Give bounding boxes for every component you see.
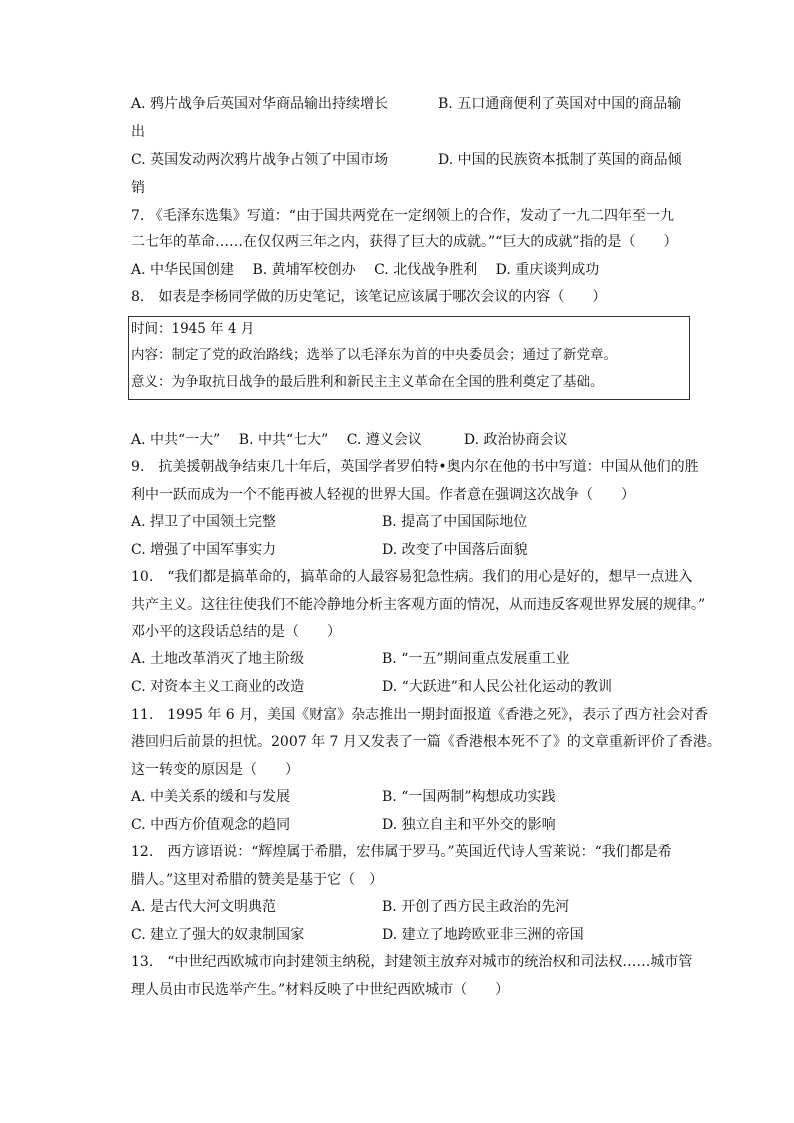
- q11-option-a: A. 中美关系的缓和与发展: [131, 789, 291, 805]
- q7-options: A. 中华民国创建 B. 黄埔军校创办 C. 北伐战争胜利 D. 重庆谈判成功: [131, 262, 600, 278]
- q6-option-d: D. 中国的民族资本抵制了英国的商品倾: [438, 152, 682, 168]
- q6-option-a: A. 鸦片战争后英国对华商品输出持续增长: [131, 96, 389, 112]
- q13-stem-line1: 13. “中世纪西欧城市向封建领主纳税，封建领主放弃对城市的统治权和司法权……城市管: [131, 954, 693, 970]
- q8-note-box: [128, 316, 690, 400]
- q9-option-d: D. 改变了中国落后面貌: [382, 542, 528, 558]
- q12-option-d: D. 建立了地跨欧亚非三洲的帝国: [382, 927, 584, 943]
- q8-note-content: 内容：制定了党的政治路线；选举了以毛泽东为首的中央委员会；通过了新党章。: [131, 347, 617, 363]
- q10-option-d: D. “大跃进”和人民公社化运动的教训: [382, 679, 612, 695]
- q6-option-d-continued: 销: [131, 180, 145, 196]
- q6-option-b-continued: 出: [131, 124, 145, 140]
- q11-option-c: C. 中西方价值观念的趋同: [131, 817, 291, 833]
- q12-option-b: B. 开创了西方民主政治的先河: [382, 899, 570, 915]
- q12-stem-line2: 腊人。”这里对希腊的赞美是基于它（ ）: [131, 872, 384, 888]
- q8-note-meaning: 意义：为争取抗日战争的最后胜利和新民主主义革命在全国的胜利奠定了基础。: [131, 374, 604, 390]
- q10-option-a: A. 土地改革消灭了地主阶级: [131, 651, 305, 667]
- q9-stem-line2: 利中一跃而成为一个不能再被人轻视的世界大国。作者意在强调这次战争（ ）: [131, 487, 635, 503]
- q7-stem-line1: 7. 《毛泽东选集》写道：“由于国共两党在一定纲领上的合作，发动了一九二四年至一九: [131, 208, 674, 224]
- q11-option-b: B. “一国两制”构想成功实践: [382, 789, 556, 805]
- q9-stem-line1: 9. 抗美援朝战争结束几十年后，英国学者罗伯特•奥内尔在他的书中写道：中国从他们的胜: [131, 459, 699, 475]
- q10-option-b: B. “一五”期间重点发展重工业: [382, 651, 570, 667]
- q12-option-c: C. 建立了强大的奴隶制国家: [131, 927, 305, 943]
- q10-option-c: C. 对资本主义工商业的改造: [131, 679, 305, 695]
- q10-stem-line2: 共产主义。这往往使我们不能冷静地分析主客观方面的情况，从而违反客观世界发展的规律。”: [131, 597, 706, 613]
- q11-stem-line3: 这一转变的原因是（ ）: [131, 762, 299, 778]
- q12-option-a: A. 是古代大河文明典范: [131, 899, 277, 915]
- q8-note-time: 时间：1945 年 4 月: [131, 321, 255, 337]
- q9-option-c: C. 增强了中国军事实力: [131, 542, 277, 558]
- q10-stem-line1: 10. “我们都是搞革命的，搞革命的人最容易犯急性病。我们的用心是好的，想早一点进入: [131, 569, 693, 585]
- q11-stem-line2: 港回归后前景的担忧。2007 年 7 月又发表了一篇《香港根本死不了》的文章重新评价了香港。: [131, 734, 721, 750]
- q7-stem-line2: 二七年的革命……在仅仅两三年之内，获得了巨大的成就。”“巨大的成就”指的是（ ）: [131, 234, 678, 250]
- q9-option-b: B. 提高了中国国际地位: [382, 514, 528, 530]
- q10-stem-line3: 邓小平的这段话总结的是（ ）: [131, 624, 341, 640]
- q13-stem-line2: 理人员由市民选举产生。”材料反映了中世纪西欧城市（ ）: [131, 982, 510, 998]
- q11-stem-line1: 11. 1995 年 6 月，美国《财富》杂志推出一期封面报道《香港之死》，表示了西方社会对香: [131, 707, 709, 723]
- q11-option-d: D. 独立自主和平外交的影响: [382, 817, 556, 833]
- q6-option-b: B. 五口通商便利了英国对中国的商品输: [438, 96, 682, 112]
- q6-option-c: C. 英国发动两次鸦片战争占领了中国市场: [131, 152, 389, 168]
- q9-option-a: A. 捍卫了中国领土完整: [131, 514, 277, 530]
- q12-stem-line1: 12. 西方谚语说：“辉煌属于希腊，宏伟属于罗马。”英国近代诗人雪莱说：“我们都是希: [131, 844, 672, 860]
- q8-options: A. 中共“一大” B. 中共“七大” C. 遵义会议 D. 政治协商会议: [131, 432, 568, 448]
- q8-stem: 8. 如表是李杨同学做的历史笔记，该笔记应该属于哪次会议的内容（ ）: [131, 289, 607, 305]
